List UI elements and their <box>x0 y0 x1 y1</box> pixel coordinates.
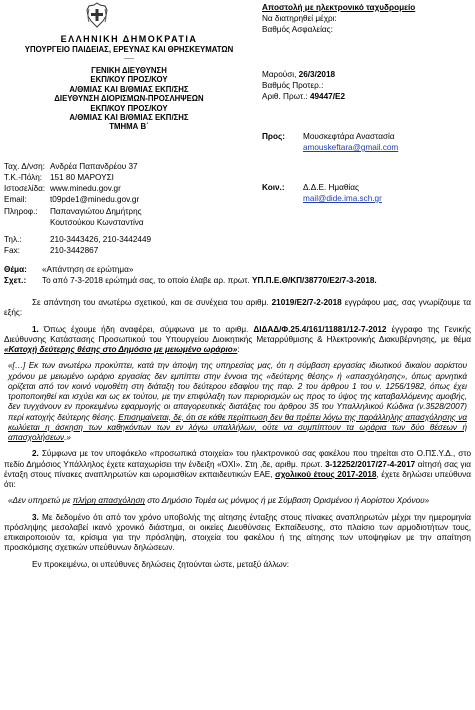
email-dispatch-title: Αποστολή με ηλεκτρονικό ταχυδρομείο <box>262 3 416 12</box>
subject-reference: Σχετ.: Το από 7-3-2018 ερώτημά σας, το οποίο έλαβε αρ. πρωτ. ΥΠ.Π.Ε.Θ/ΚΠ/38770/Ε2/7-3-2018. <box>4 276 377 285</box>
subject-theme: Θέμα: «Απάντηση σε ερώτημα» <box>4 265 134 274</box>
sender-header <box>0 34 258 132</box>
state-name: ΕΛΛΗΝΙΚΗ ΔΗΜΟΚΡΑΤΙΑ <box>60 34 198 44</box>
quote-2: «Δεν υπηρετώ με πλήρη απασχόληση στο Δημόσιο Τομέα ως μόνιμος ή με Σύμβαση Ορισμένου ή Αορίστου Χρόνου» <box>8 496 430 506</box>
to-email-link[interactable]: amouskeftara@gmail.com <box>303 143 399 152</box>
dept-line-7: ΤΜΗΜΑ Β΄ <box>109 122 149 132</box>
subject-block <box>4 265 471 287</box>
greek-emblem-icon <box>86 2 108 28</box>
intro-paragraph: Σε απάντηση του ανωτέρω σχετικού, και σε συνέχεια του αριθμ. 21019/Ε2/7-2-2018 εγγράφου μας, σας γνωρίζουμε τα εξής: <box>4 298 472 318</box>
dept-line-3: Α/ΘΜΙΑΣ ΚΑΙ Β/ΘΜΙΑΣ ΕΚΠ/ΣΗΣ <box>69 84 189 94</box>
to-label: Προς: <box>262 132 285 141</box>
protocol-number: Αριθ. Πρωτ.: 49447/Ε2 <box>262 92 346 101</box>
dept-line-2: ΕΚΠ/ΚΟΥ ΠΡΟΣ/ΚΟΥ <box>90 75 168 85</box>
paragraph-4: Εν προκειμένω, οι υπεύθυνες δηλώσεις ζητούνται ώστε, μεταξύ άλλων: <box>32 559 290 569</box>
paragraph-1: 1. Όπως έχουμε ήδη αναφέρει, σύμφωνα με το αριθμ. ΔΙΔΑΔ/Φ.25.4/161/11881/12-7-2012 έγγραφο της Γενικής Διεύθυνσης Κατάστασης Προσωπικού του Υπουργείου Διοικητικής Μεταρρύθμισης & Ηλεκτρονικής Διακυβέρνησης, με θέμα «Κατοχή δεύτερης θέσης στο Δημόσιο με μειωμένο ωράριο»: <box>4 324 471 354</box>
dept-line-5: ΕΚΠ/ΚΟΥ ΠΡΟΣ/ΚΟΥ <box>90 103 168 113</box>
header-separator: ----- <box>124 56 134 63</box>
security-line: Βαθμός Ασφαλείας: <box>262 25 333 34</box>
retention-line: Να διατηρηθεί μέχρι: <box>262 14 337 23</box>
dept-line-6: Α/ΘΜΙΑΣ ΚΑΙ Β/ΘΜΙΑΣ ΕΚΠ/ΣΗΣ <box>69 112 189 122</box>
priority-line: Βαθμός Προτερ.: <box>262 81 324 90</box>
cc-name: Δ.Δ.Ε. Ημαθίας <box>303 183 359 192</box>
cc-label: Κοιν.: <box>262 183 285 192</box>
dept-line-4: ΔΙΕΥΘΥΝΣΗ ΔΙΟΡΙΣΜΩΝ-ΠΡΟΣΛΗΨΕΩΝ <box>54 94 204 104</box>
place-date: Μαρούσι, 26/3/2018 <box>262 70 336 79</box>
cc-email-link[interactable]: mail@dide.ima.sch.gr <box>303 194 382 203</box>
paragraph-3: 3. Με δεδομένο ότι από τον χρόνο υποβολής της αίτησης ένταξης στους πίνακες αναπληρωτών μέχρι την ημερομηνία πρόσληψης μεσολαβεί ικανό χρονικό διάστημα, οι οικείες Διευθύνσεις Εκπαίδευσης, στο πλαίσιο των αρμοδιοτήτων τους, επικαιροποιούν τα, κρίσιμα για την πρόσληψη, στοιχεία του φακέλου ή της αίτησης των υποψηφίων με την απαίτηση προσκόμισης σχετικών υπεύθυνων δηλώσεων. <box>4 512 471 553</box>
paragraph-2: 2. Σύμφωνα με τον υποφάκελο «προσωπικά στοιχεία» του ηλεκτρονικού σας φακέλου που τηρείται στο Ο.ΠΣ.Υ.Δ., στο πεδίο Δημόσιος Υπάλληλος έχετε καταχωρίσει την ένδειξη «ΌΧΙ». Στη ,δε, αριθμ. πρωτ. 3-12252/2017/27-4-2017 αίτησή σας για ένταξη στους πίνακες αναπληρωτών και ωρομισθίων εκπαιδευτικών ΕΑΕ, σχολικού έτους 2017-2018, έχετε δηλώσει υπεύθυνα ότι: <box>4 449 472 489</box>
dept-line-1: ΓΕΝΙΚΗ ΔΙΕΥΘΥΝΣΗ <box>91 66 167 76</box>
ministry-name: ΥΠΟΥΡΓΕΙΟ ΠΑΙΔΕΙΑΣ, ΕΡΕΥΝΑΣ ΚΑΙ ΘΡΗΣΚΕΥΜΑΤΩΝ <box>24 44 234 54</box>
quote-1: «[…] Εκ των ανωτέρω προκύπτει, κατά την άποψη της υπηρεσίας μας, ότι η σύμβαση εργασίας ιδιωτικού δικαίου αορίστου χρόνου με μειωμένο ωράριο εργασίας δεν εμπίπτει στην έννοια της «δεύτερης θέσης» ή «απασχόλησης», όπως αρνητικά ορίζεται από τον κοινό νομοθέτη στη διάταξη του δεύτερου εδαφίου της παρ. 2 του άρθρου 1 του ν. 1256/1982, όπως έχει τροποποιηθεί και ισχύει και ως εκ τούτου, με την επιφύλαξη των περιορισμών ως προς το ύψος της καταβαλλόμενης αμοιβής, δεν τυγχάνουν εν προκειμένω εφαρμογής οι απαγορευτικές διατάξεις του άρθρου 35 του Υπαλληλικού Κώδικα (ν.3528/2007) περί κατοχής δεύτερης θέσης. Επισημαίνεται, δε, ότι σε κάθε περίπτωση δεν θα πρέπει λόγω της παράλληλης απασχόλησης να κωλύεται η άσκηση των καθηκόντων των εν λόγω υπαλλήλων, ούτε να συμπίπτουν τα ωράρια των δύο θέσεων ή απασχολήσεων.» <box>8 361 467 442</box>
to-name: Μουσκεφτάρα Αναστασία <box>303 132 395 141</box>
letter-body <box>4 298 471 576</box>
